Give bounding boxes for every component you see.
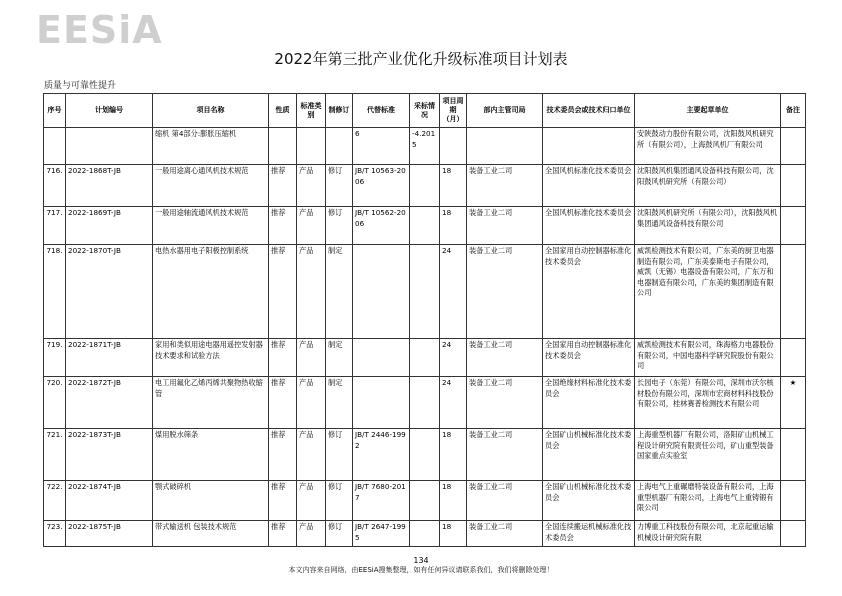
table-row — [44, 429, 806, 481]
note — [781, 429, 806, 481]
table-row — [44, 339, 806, 377]
drafting-units: 沈阳鼓风机研究所（有限公司），沈阳鼓风机集团通风设备科技有限公司 — [635, 207, 781, 245]
project-cycle: 24 — [440, 245, 467, 339]
nature: 推荐 — [269, 165, 297, 207]
table-row — [44, 207, 806, 245]
revision-type: 制定 — [326, 377, 353, 429]
department: 装备工业二司 — [467, 377, 543, 429]
note — [781, 339, 806, 377]
adoption — [410, 207, 440, 245]
technical-committee: 全国家用自动控制器标准化技术委员会 — [543, 339, 635, 377]
nature: 推荐 — [269, 377, 297, 429]
project-cycle: 24 — [440, 377, 467, 429]
adoption — [410, 377, 440, 429]
plan-number: 2022-1870T-JB — [66, 245, 153, 339]
header-cell: 项目周期（月） — [440, 94, 467, 128]
project-cycle: 18 — [440, 165, 467, 207]
department — [467, 128, 543, 165]
nature: 推荐 — [269, 207, 297, 245]
note — [781, 481, 806, 521]
technical-committee — [543, 128, 635, 165]
nature: 推荐 — [269, 339, 297, 377]
table-row — [44, 245, 806, 339]
footer-disclaimer: 本文内容来自网络，由EESiA搜集整理，如有任何异议请联系我们，我们将删除处理！ — [288, 566, 554, 574]
technical-committee: 全国连续搬运机械标准化技术委员会 — [543, 521, 635, 547]
header-cell: 代替标准 — [353, 94, 410, 128]
plan-number: 2022-1872T-JB — [66, 377, 153, 429]
adoption — [410, 481, 440, 521]
department: 装备工业二司 — [467, 339, 543, 377]
header-cell: 序号 — [44, 94, 66, 128]
revision-type: 修订 — [326, 429, 353, 481]
department: 装备工业二司 — [467, 245, 543, 339]
page-number: 134 — [413, 556, 429, 565]
note — [781, 521, 806, 547]
standard-type: 产品 — [297, 481, 326, 521]
note — [781, 128, 806, 165]
row-number: 723. — [44, 521, 66, 547]
project-cycle: 24 — [440, 339, 467, 377]
project-cycle: 18 — [440, 481, 467, 521]
row-number: 722. — [44, 481, 66, 521]
adoption — [410, 429, 440, 481]
project-name: 缩机 第4部分:膨胀压缩机 — [153, 128, 269, 165]
technical-committee: 全国风机标准化技术委员会 — [543, 165, 635, 207]
drafting-units: 上海重型机器厂有限公司，洛阳矿山机械工程设计研究院有限责任公司，矿山重型装备国家重点实验室 — [635, 429, 781, 481]
revision-type: 制定 — [326, 339, 353, 377]
standard-type — [297, 128, 326, 165]
table-row — [44, 165, 806, 207]
project-name: 电工用氟化乙烯丙烯共聚物热收缩管 — [153, 377, 269, 429]
header-cell: 技术委员会或技术归口单位 — [543, 94, 635, 128]
header-cell: 主要起草单位 — [635, 94, 781, 128]
project-name: 带式输送机 包装技术规范 — [153, 521, 269, 547]
row-number: 718. — [44, 245, 66, 339]
standard-type: 产品 — [297, 245, 326, 339]
adoption — [410, 339, 440, 377]
nature: 推荐 — [269, 429, 297, 481]
standard-type: 产品 — [297, 165, 326, 207]
replaced-standard: JB/T 10562-2006 — [353, 207, 410, 245]
plan-number: 2022-1871T-JB — [66, 339, 153, 377]
department: 装备工业二司 — [467, 521, 543, 547]
technical-committee: 全国矿山机械标准化技术委员会 — [543, 481, 635, 521]
standard-type: 产品 — [297, 521, 326, 547]
note — [781, 245, 806, 339]
plan-number: 2022-1875T-JB — [66, 521, 153, 547]
project-name: 煤用脱水筛条 — [153, 429, 269, 481]
project-cycle: 18 — [440, 207, 467, 245]
drafting-units: 威凯检测技术有限公司，广东美的厨卫电器制造有限公司，广东美泰斯电子有限公司，威凯（无锡）电器设备有限公司，广东万和电器制造有限公司，广东美的集团制造有限公司 — [635, 245, 781, 339]
standard-type: 产品 — [297, 339, 326, 377]
nature: 推荐 — [269, 521, 297, 547]
adoption — [410, 165, 440, 207]
header-cell: 采标情况 — [410, 94, 440, 128]
replaced-standard — [353, 377, 410, 429]
adoption — [410, 245, 440, 339]
header-cell: 项目名称 — [153, 94, 269, 128]
plan-number: 2022-1873T-JB — [66, 429, 153, 481]
header-cell: 标准类别 — [297, 94, 326, 128]
replaced-standard: JB/T 7680-2017 — [353, 481, 410, 521]
plan-number: 2022-1868T-JB — [66, 165, 153, 207]
drafting-units: 威凯检测技术有限公司，珠海格力电器股份有限公司，中国电器科学研究院股份有限公司 — [635, 339, 781, 377]
revision-type: 修订 — [326, 165, 353, 207]
project-cycle: 18 — [440, 521, 467, 547]
revision-type — [326, 128, 353, 165]
row-number — [44, 128, 66, 165]
project-name: 电热水器用电子阳极控制系统 — [153, 245, 269, 339]
plan-number — [66, 128, 153, 165]
replaced-standard: 6 — [353, 128, 410, 165]
table-row — [44, 481, 806, 521]
technical-committee: 全国矿山机械标准化技术委员会 — [543, 429, 635, 481]
replaced-standard — [353, 245, 410, 339]
standard-type: 产品 — [297, 377, 326, 429]
row-number: 716. — [44, 165, 66, 207]
table-row — [44, 521, 806, 547]
project-name: 一般用途轴流通风机技术规范 — [153, 207, 269, 245]
nature: 推荐 — [269, 245, 297, 339]
row-number: 717. — [44, 207, 66, 245]
header-cell: 备注 — [781, 94, 806, 128]
note: ★ — [781, 377, 806, 429]
drafting-units: 安陕鼓动力股份有限公司，沈阳鼓风机研究所（有限公司），上海鼓风机厂有限公司 — [635, 128, 781, 165]
nature: 推荐 — [269, 481, 297, 521]
table-header-row — [44, 94, 806, 128]
replaced-standard — [353, 339, 410, 377]
drafting-units: 力博重工科技股份有限公司，北京起重运输机械设计研究院有限 — [635, 521, 781, 547]
replaced-standard: JB/T 2446-1992 — [353, 429, 410, 481]
standard-type: 产品 — [297, 429, 326, 481]
adoption: -4.2015 — [410, 128, 440, 165]
drafting-units: 沈阳鼓风机集团通风设备科技有限公司，沈阳鼓风机研究所（有限公司） — [635, 165, 781, 207]
standard-type: 产品 — [297, 207, 326, 245]
technical-committee: 全国家用自动控制器标准化技术委员会 — [543, 245, 635, 339]
department: 装备工业二司 — [467, 429, 543, 481]
header-cell: 部内主管司局 — [467, 94, 543, 128]
department: 装备工业二司 — [467, 165, 543, 207]
project-cycle — [440, 128, 467, 165]
project-name: 一般用途离心通风机技术规范 — [153, 165, 269, 207]
department: 装备工业二司 — [467, 481, 543, 521]
revision-type: 修订 — [326, 481, 353, 521]
project-cycle: 18 — [440, 429, 467, 481]
nature — [269, 128, 297, 165]
page-title: 2022年第三批产业优化升级标准项目计划表 — [274, 50, 568, 68]
adoption — [410, 521, 440, 547]
eesia-logo: EESiA — [36, 8, 163, 52]
row-number: 721. — [44, 429, 66, 481]
row-number: 720. — [44, 377, 66, 429]
table-row — [44, 128, 806, 165]
header-cell: 制修订 — [326, 94, 353, 128]
revision-type: 制定 — [326, 245, 353, 339]
note — [781, 165, 806, 207]
technical-committee: 全国风机标准化技术委员会 — [543, 207, 635, 245]
note — [781, 207, 806, 245]
revision-type: 修订 — [326, 521, 353, 547]
table-row — [44, 377, 806, 429]
replaced-standard: JB/T 10563-2006 — [353, 165, 410, 207]
plan-number: 2022-1874T-JB — [66, 481, 153, 521]
plan-number: 2022-1869T-JB — [66, 207, 153, 245]
header-cell: 计划编号 — [66, 94, 153, 128]
replaced-standard: JB/T 2647-1995 — [353, 521, 410, 547]
row-number: 719. — [44, 339, 66, 377]
project-name: 家用和类似用途电器用遥控发射器技术要求和试验方法 — [153, 339, 269, 377]
standards-plan-table — [43, 93, 806, 547]
project-name: 颚式破碎机 — [153, 481, 269, 521]
technical-committee: 全国绝缘材料标准化技术委员会 — [543, 377, 635, 429]
drafting-units: 长园电子（东莞）有限公司，深圳市沃尔核材股份有限公司，深圳市宏商材料科技股份有限公司，桂林赛普检测技术有限公司 — [635, 377, 781, 429]
revision-type: 修订 — [326, 207, 353, 245]
department: 装备工业二司 — [467, 207, 543, 245]
drafting-units: 上海电气上重碾磨特装设备有限公司，上海重型机器厂有限公司，上海电气上重铸锻有限公司 — [635, 481, 781, 521]
header-cell: 性质 — [269, 94, 297, 128]
category-label: 质量与可靠性提升 — [44, 81, 117, 91]
